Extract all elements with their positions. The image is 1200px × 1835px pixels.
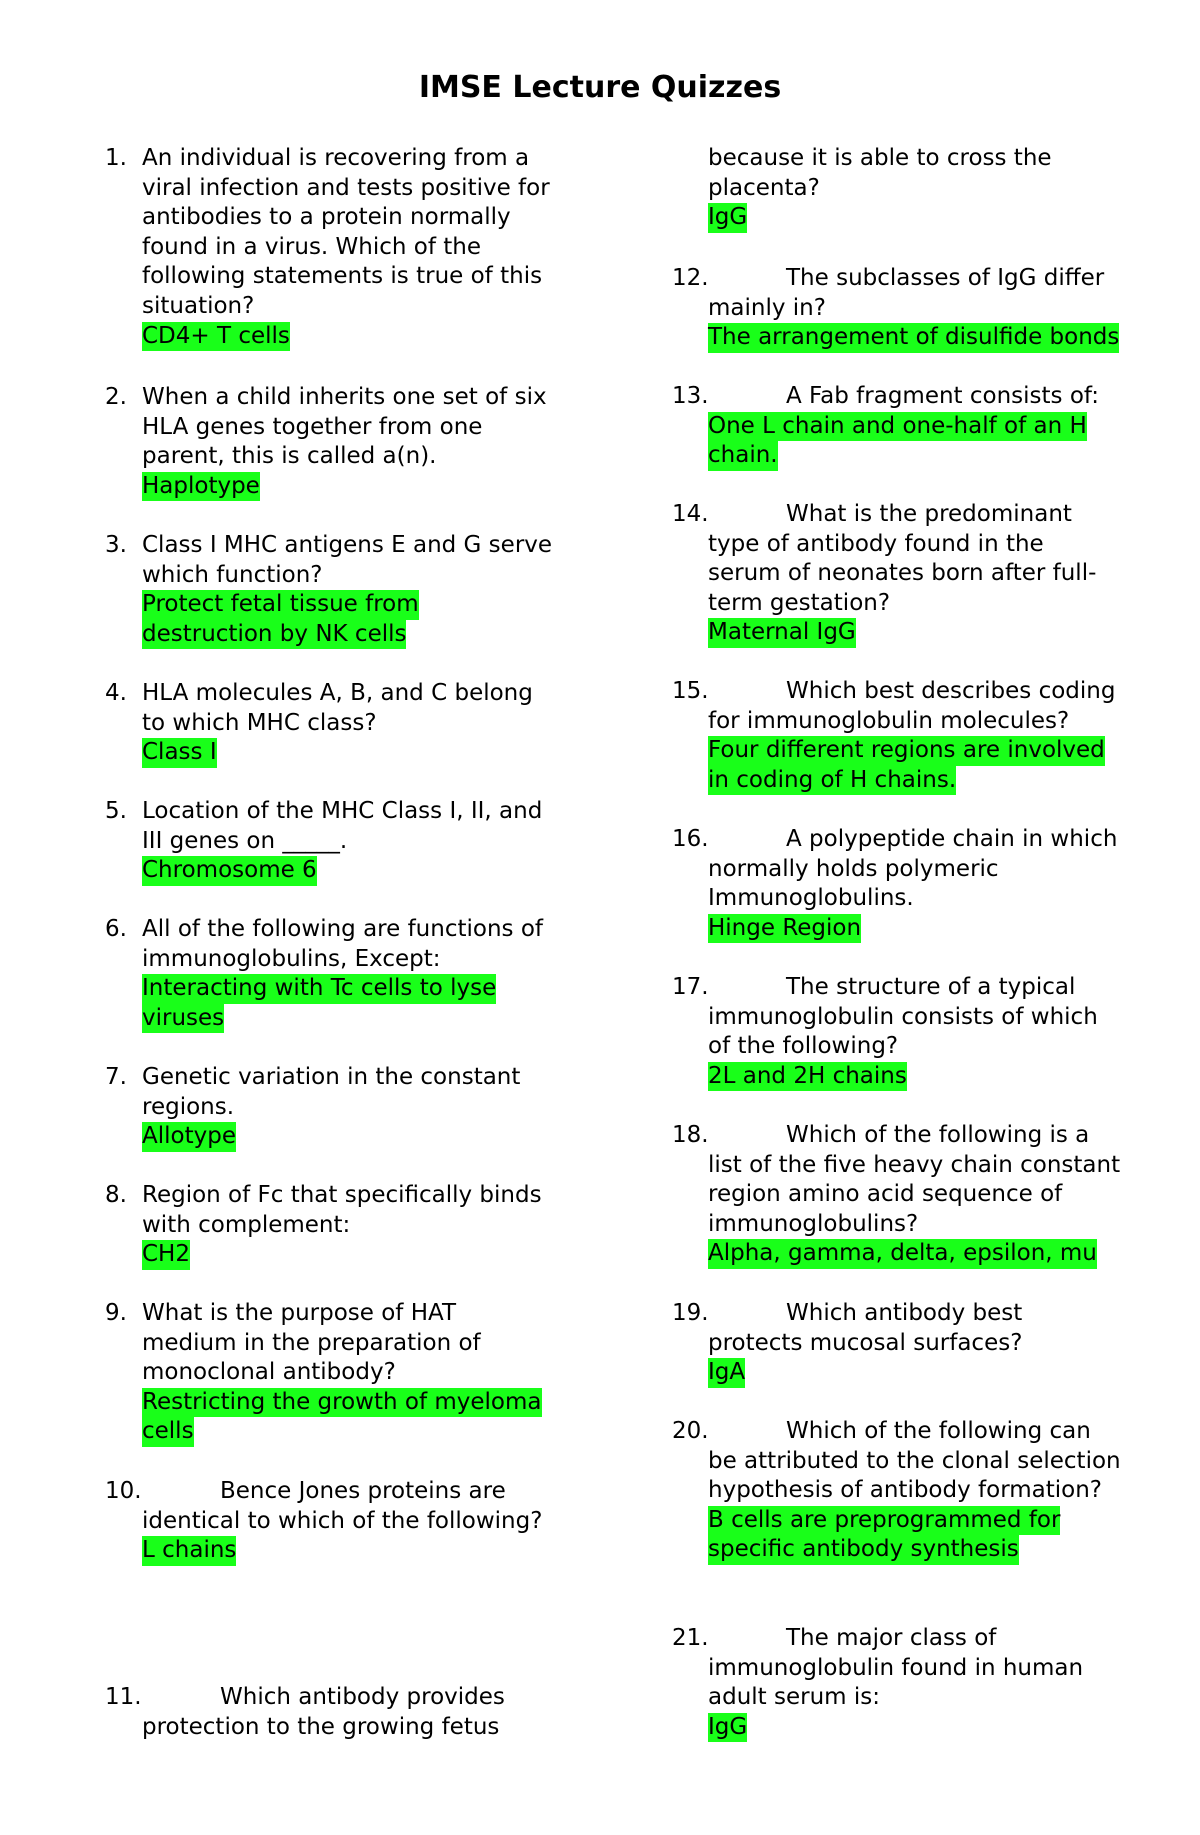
question-line: Immunoglobulins. [708,885,914,912]
quiz-question [105,1299,542,1447]
highlighted-answer [142,472,547,502]
answer-line: Maternal IgG [708,618,856,648]
page-title: IMSE Lecture Quizzes [418,70,782,105]
question-line: normally holds polymeric [708,855,999,882]
question-line: list of the five heavy chain constant [708,1151,1121,1178]
quiz-question [105,1683,505,1742]
answer-line: IgA [708,1358,745,1388]
answer-line: L chains [142,1536,236,1566]
question-line: All of the following are functions of [142,916,543,942]
question-line: The structure of a typical [786,974,1076,1000]
quiz-question [672,264,1120,353]
question-line: An individual is recovering from a [142,145,530,171]
question-number: 8. [105,1182,127,1208]
quiz-question [105,1181,542,1270]
highlighted-answer [142,1388,542,1447]
question-line: protection to the growing fetus [142,1713,500,1740]
question-line: identical to which of the following? [142,1507,543,1534]
quiz-question [105,383,547,501]
question-line: protects mucosal surfaces? [708,1329,1023,1356]
question-line: The subclasses of IgG differ [786,265,1105,291]
question-line: Which antibody best [786,1300,1023,1326]
question-line: III genes on _____. [142,827,348,854]
question-line: be attributed to the clonal selection [708,1447,1121,1474]
answer-line: Hinge Region [708,914,861,944]
question-number: 18. [672,1122,709,1148]
question-line: with complement: [142,1211,351,1238]
highlighted-answer [708,914,1117,944]
quiz-question [672,973,1098,1091]
quiz-question [105,531,553,649]
question-text [142,1063,520,1122]
question-number: 3. [105,532,127,558]
question-text [142,1299,542,1388]
answer-line: IgG [708,203,747,233]
answer-line: Alpha, gamma, delta, epsilon, mu [708,1239,1097,1269]
question-line: antibodies to a protein normally [142,204,511,231]
quiz-question [105,1477,543,1566]
question-line: following statements is true of this [142,263,543,290]
highlighted-answer [708,203,1052,233]
question-number: 20. [672,1418,709,1444]
quiz-question [105,679,533,768]
question-line: term gestation? [708,589,891,616]
quiz-question [672,1121,1121,1269]
answer-line: Four different regions are involved [708,736,1105,766]
quiz-question [672,1624,1084,1742]
question-text [708,264,1119,323]
question-line: serum of neonates born after full- [708,560,1097,587]
question-line: monoclonal antibody? [142,1359,396,1386]
question-line: medium in the preparation of [142,1329,481,1356]
question-number: 10. [105,1478,142,1504]
quiz-question [105,797,543,886]
question-text [708,500,1096,618]
question-line: Genetic variation in the constant [142,1064,521,1090]
question-number: 13. [672,383,709,409]
question-text [708,973,1098,1062]
answer-line: cells [142,1417,194,1447]
question-line: Which of the following can [786,1418,1091,1444]
question-line: region amino acid sequence of [708,1181,1063,1208]
question-number: 7. [105,1064,127,1090]
question-text [708,677,1115,736]
highlighted-answer [142,322,550,352]
question-number: 2. [105,384,127,410]
question-number: 19. [672,1300,709,1326]
question-number: 14. [672,501,709,527]
answer-line: Protect fetal tissue from [142,590,419,620]
highlighted-answer [708,618,1096,648]
quiz-question [672,500,1097,648]
question-line: Bence Jones proteins are [220,1478,506,1504]
quiz-question [105,915,543,1033]
quiz-question-continued [708,144,1052,233]
highlighted-answer [142,590,552,649]
highlighted-answer [142,1122,520,1152]
highlighted-answer [142,1240,542,1270]
question-line: parent, this is called a(n). [142,443,437,470]
answer-line: specific antibody synthesis [708,1535,1019,1565]
question-line: What is the purpose of HAT [142,1300,457,1326]
question-line: Which of the following is a [786,1122,1090,1148]
quiz-question [672,1417,1121,1565]
question-line: to which MHC class? [142,709,377,736]
question-line: hypothesis of antibody formation? [708,1477,1103,1504]
question-line: immunoglobulin consists of which [708,1003,1098,1030]
question-text [142,1477,542,1536]
answer-line: Allotype [142,1122,236,1152]
question-number: 6. [105,916,127,942]
answer-line: Class I [142,738,217,768]
answer-line: B cells are preprogrammed for [708,1506,1060,1536]
question-number: 16. [672,826,709,852]
answer-line: viruses [142,1004,224,1034]
question-line: What is the predominant [786,501,1072,527]
answer-line: in coding of H chains. [708,766,956,796]
quiz-question [672,825,1118,943]
question-text [708,1624,1083,1713]
quiz-question [672,677,1116,795]
highlighted-answer [708,736,1115,795]
question-text [142,915,543,974]
question-line: Class I MHC antigens E and G serve [142,532,553,558]
question-line: placenta? [708,174,820,201]
question-number: 9. [105,1300,127,1326]
highlighted-answer [708,1713,1083,1743]
quiz-question [105,144,550,351]
highlighted-answer [708,1062,1098,1092]
question-line: The major class of [786,1625,997,1651]
question-line: When a child inherits one set of six [142,384,547,410]
highlighted-answer [142,974,543,1033]
question-text [142,383,547,472]
question-text [708,1299,1022,1358]
highlighted-answer [708,1506,1121,1565]
answer-line: The arrangement of disulfide bonds [708,323,1119,353]
question-line: type of antibody found in the [708,530,1044,557]
question-line: HLA genes together from one [142,413,483,440]
question-text [142,1683,505,1742]
question-number: 4. [105,680,127,706]
question-text [142,531,552,590]
highlighted-answer [142,1536,542,1566]
question-number: 11. [105,1684,142,1710]
question-line: immunoglobulins? [708,1210,919,1237]
quiz-question [672,1299,1023,1388]
question-line: HLA molecules A, B, and C belong [142,680,533,706]
quiz-question [672,382,1099,471]
question-line: mainly in? [708,294,826,321]
highlighted-answer [708,412,1099,471]
answer-line: Chromosome 6 [142,856,317,886]
question-text [708,1121,1120,1239]
highlighted-answer [708,1239,1120,1269]
question-line: regions. [142,1093,235,1120]
question-line: Region of Fc that specifically binds [142,1182,542,1208]
question-line: viral infection and tests positive for [142,174,550,201]
highlighted-answer [142,738,533,768]
question-text [142,1181,542,1240]
question-line: for immunoglobulin molecules? [708,707,1070,734]
highlighted-answer [708,323,1119,353]
question-number: 15. [672,678,709,704]
question-line: adult serum is: [708,1684,880,1711]
question-text [142,144,550,322]
question-number: 21. [672,1625,709,1651]
answer-line: Restricting the growth of myeloma [142,1388,542,1418]
question-line: found in a virus. Which of the [142,233,482,260]
question-text [708,1417,1121,1506]
question-line: which function? [142,561,323,588]
question-number: 5. [105,798,127,824]
highlighted-answer [708,1358,1022,1388]
answer-line: IgG [708,1713,747,1743]
question-line: Location of the MHC Class I, II, and [142,798,543,824]
quiz-question [105,1063,521,1152]
answer-line: One L chain and one-half of an H [708,412,1087,442]
question-line: immunoglobulin found in human [708,1654,1084,1681]
question-number: 1. [105,145,127,171]
answer-line: 2L and 2H chains [708,1062,907,1092]
highlighted-answer [142,856,542,886]
answer-line: chain. [708,441,778,471]
answer-line: CH2 [142,1240,190,1270]
question-text [142,679,533,738]
question-line: because it is able to cross the [708,145,1052,171]
question-line: A Fab fragment consists of: [786,383,1099,409]
question-line: situation? [142,292,255,319]
question-text [708,825,1117,914]
answer-line: Interacting with Tc cells to lyse [142,974,496,1004]
answer-line: CD4+ T cells [142,322,290,352]
question-text [708,382,1099,412]
question-number: 17. [672,974,709,1000]
question-line: Which best describes coding [786,678,1116,704]
question-text [708,144,1052,203]
question-line: Which antibody provides [220,1684,505,1710]
question-line: immunoglobulins, Except: [142,945,441,972]
question-text [142,797,542,856]
question-number: 12. [672,265,709,291]
question-line: A polypeptide chain in which [786,826,1118,852]
answer-line: Haplotype [142,472,260,502]
question-line: of the following? [708,1033,899,1060]
answer-line: destruction by NK cells [142,620,406,650]
